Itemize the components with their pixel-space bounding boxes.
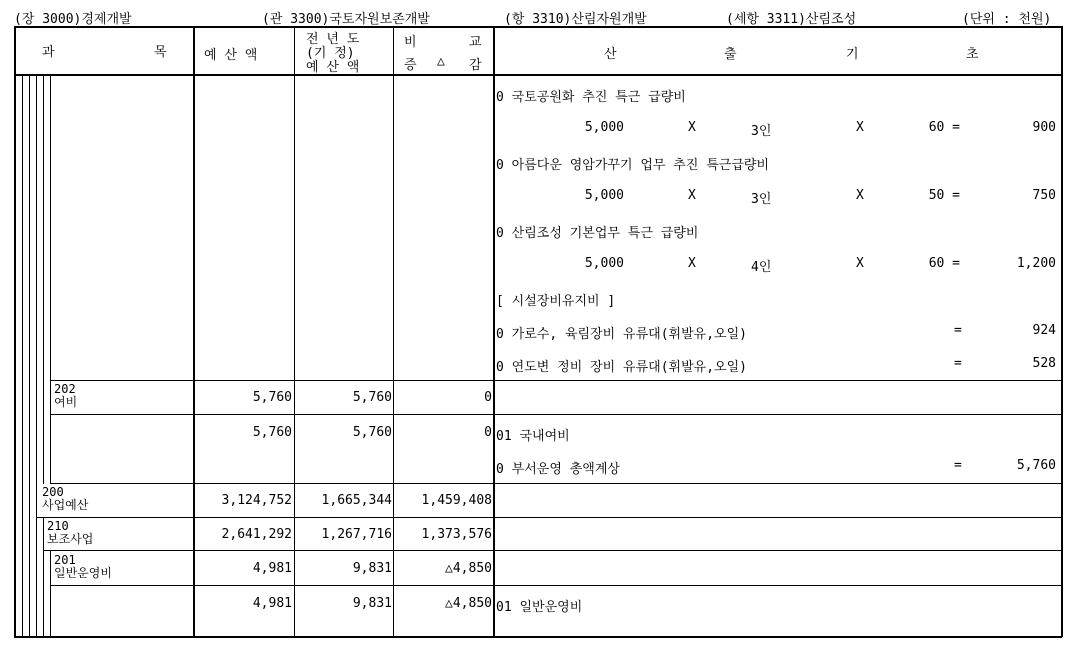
calc-unit-price: 5,000	[584, 256, 624, 271]
basis-line: 0 국토공원화 추진 특근 급량비	[496, 90, 686, 105]
table-bottom-border	[14, 636, 1062, 638]
basis-line: 0 연도변 정비 장비 유류대(휘발유,오일)	[496, 360, 747, 375]
basis-line: 01 국내여비	[496, 429, 570, 444]
basis-equals: =	[954, 458, 962, 473]
basis-equals: =	[954, 323, 962, 338]
header-bottom-border	[14, 74, 1062, 76]
col-header-compare-bi: 비	[404, 35, 417, 50]
col-header-basis-gi: 기	[846, 47, 859, 62]
header-jang: (장 3000)경제개발	[14, 12, 132, 27]
col-header-triangle: △	[437, 54, 445, 69]
row-diff: 0	[484, 425, 492, 440]
calc-times: X	[688, 256, 696, 271]
basis-line: 0 부서운영 총액계상	[496, 462, 620, 477]
col-header-basis-cho: 초	[966, 47, 979, 62]
row-budget: 4,981	[252, 561, 292, 576]
calc-people: 3인	[751, 124, 772, 139]
basis-equals: =	[954, 356, 962, 371]
row-diff: 1,373,576	[421, 527, 492, 542]
calc-amount: 900	[1032, 120, 1056, 135]
row-divider	[43, 550, 1062, 551]
row-prev: 9,831	[352, 561, 392, 576]
row-diff: △4,850	[445, 596, 492, 611]
row-budget: 4,981	[252, 596, 292, 611]
basis-line: 0 아름다운 영암가꾸기 업무 추진 특근급량비	[496, 158, 770, 173]
calc-days: 60 =	[928, 120, 960, 135]
row-diff: 0	[484, 390, 492, 405]
row-prev: 1,267,716	[321, 527, 392, 542]
row-divider	[36, 517, 1062, 518]
col-header-increase: 증	[404, 58, 417, 73]
row-divider	[50, 414, 1062, 415]
row-divider	[50, 483, 1062, 484]
col-header-decrease: 감	[469, 58, 482, 73]
col-header-budget: 예 산 액	[204, 48, 258, 63]
row-code: 210	[47, 519, 69, 533]
col-header-prev-2: (기 정)	[306, 46, 355, 61]
basis-line: 0 산림조성 기본업무 특근 급량비	[496, 226, 699, 241]
header-hang: (항 3310)산림자원개발	[504, 12, 647, 27]
hierarchy-line	[29, 74, 30, 637]
table-left-border	[14, 26, 16, 637]
hierarchy-line	[36, 74, 37, 637]
column-divider	[294, 26, 295, 637]
col-header-basis-chul: 출	[724, 47, 737, 62]
calc-amount: 750	[1032, 188, 1056, 203]
row-budget: 5,760	[252, 390, 292, 405]
hierarchy-line	[22, 74, 23, 637]
calc-times: X	[856, 256, 864, 271]
row-budget: 5,760	[252, 425, 292, 440]
row-name: 사업예산	[42, 498, 89, 512]
col-header-gwa: 과	[42, 45, 55, 60]
row-prev: 9,831	[352, 596, 392, 611]
basis-line: 0 가로수, 육림장비 유류대(휘발유,오일)	[496, 327, 747, 342]
basis-amount: 924	[1032, 323, 1056, 338]
calc-unit-price: 5,000	[584, 120, 624, 135]
calc-people: 4인	[751, 260, 772, 275]
calc-people: 3인	[751, 192, 772, 207]
hierarchy-line	[43, 517, 44, 637]
row-diff: △4,850	[445, 561, 492, 576]
hierarchy-line	[43, 74, 44, 484]
row-budget: 2,641,292	[221, 527, 292, 542]
calc-times: X	[856, 120, 864, 135]
row-divider	[50, 380, 1062, 381]
calc-times: X	[688, 188, 696, 203]
col-header-prev-3: 예 산 액	[306, 60, 360, 75]
col-header-mok: 목	[154, 45, 167, 60]
column-divider	[493, 26, 495, 637]
calc-times: X	[856, 188, 864, 203]
column-divider	[393, 26, 394, 637]
row-prev: 5,760	[352, 390, 392, 405]
hierarchy-line	[50, 550, 51, 637]
row-code: 202	[54, 382, 76, 396]
column-divider	[193, 26, 195, 637]
hierarchy-line	[50, 74, 51, 484]
row-diff: 1,459,408	[421, 493, 492, 508]
col-header-basis-san: 산	[604, 47, 617, 62]
calc-amount: 1,200	[1016, 256, 1056, 271]
row-prev: 1,665,344	[321, 493, 392, 508]
header-unit: (단위 : 천원)	[962, 12, 1052, 27]
header-sehang: (세항 3311)산림조성	[726, 12, 857, 27]
table-top-border	[14, 26, 1062, 28]
row-budget: 3,124,752	[221, 493, 292, 508]
col-header-prev-1: 전 년 도	[306, 32, 360, 47]
calc-days: 50 =	[928, 188, 960, 203]
basis-amount: 5,760	[1016, 458, 1056, 473]
header-gwan: (관 3300)국토자원보존개발	[262, 12, 430, 27]
row-name: 보조사업	[47, 532, 94, 546]
calc-unit-price: 5,000	[584, 188, 624, 203]
row-name: 여비	[54, 395, 78, 409]
row-name: 일반운영비	[54, 566, 112, 580]
row-code: 200	[42, 485, 64, 499]
basis-section-title: [ 시설장비유지비 ]	[496, 294, 616, 309]
row-code: 201	[54, 553, 76, 567]
basis-amount: 528	[1032, 356, 1056, 371]
calc-times: X	[688, 120, 696, 135]
row-divider	[50, 585, 1062, 586]
basis-line: 01 일반운영비	[496, 600, 583, 615]
calc-days: 60 =	[928, 256, 960, 271]
table-right-border	[1061, 26, 1063, 637]
col-header-compare-gyo: 교	[469, 35, 482, 50]
row-prev: 5,760	[352, 425, 392, 440]
